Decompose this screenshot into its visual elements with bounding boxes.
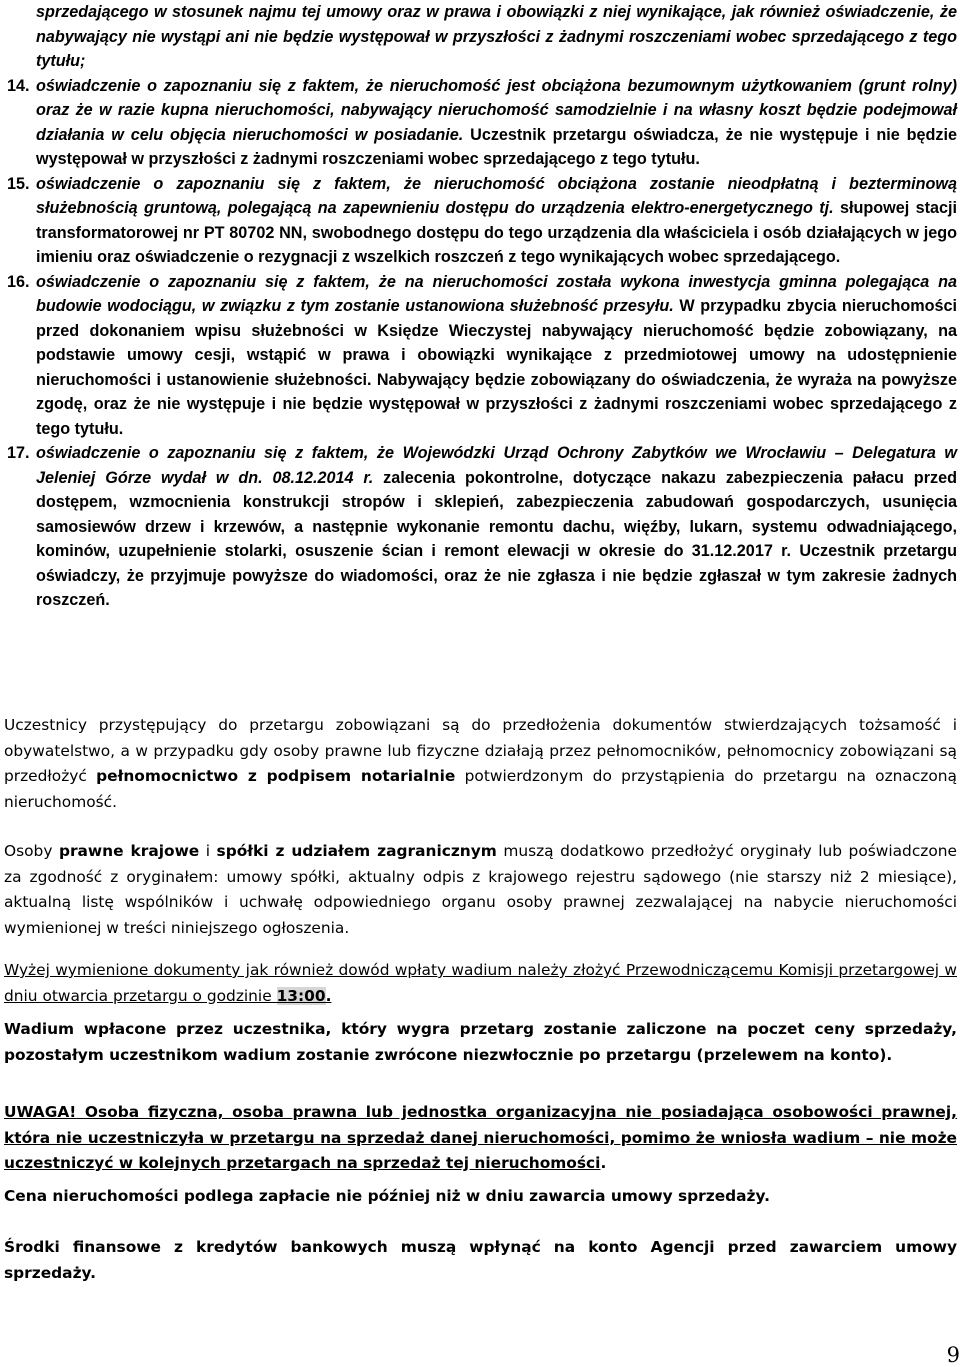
item-number: 16. xyxy=(7,272,30,291)
warning-label: UWAGA! xyxy=(4,1103,77,1121)
list-item-14 xyxy=(7,74,957,172)
paragraph-bold-text: pełnomocnictwo z podpisem notarialnie xyxy=(96,767,456,785)
list-item-15 xyxy=(7,172,957,270)
paragraph-text: . xyxy=(600,1154,607,1172)
list-item-17 xyxy=(7,441,957,613)
paragraph-text: . xyxy=(325,986,332,1005)
submission-time: 13:00 xyxy=(276,986,326,1005)
item-text-part: Uczestnik przetargu oświadcza, że nie występuje i nie będzie występował w przyszłości z żadnymi roszczeniami wobec sprzedającego z tego tytułu. xyxy=(36,125,958,168)
paragraph-documents xyxy=(4,713,957,815)
paragraph-text: potwierdzonym do przystąpienia do przetargu na oznaczoną nieruchomość. xyxy=(4,767,957,811)
paragraph-warning xyxy=(4,1100,957,1177)
paragraph-price-payment: Cena nieruchomości podlega zapłacie nie później niż w dniu zawarcia umowy sprzedaży. xyxy=(4,1187,770,1205)
paragraph-text: Uczestnicy przystępujący do przetargu zobowiązani są do przedłożenia dokumentów stwierdzających tożsamość i obywatelstwo, a w przypadku gdy osoby prawne lub fizyczne działają przez pełnomocników, pełnomocnicy zobowiązani są przedłożyć xyxy=(4,716,957,785)
paragraph-deposit: Wadium wpłacone przez uczestnika, który wygra przetarg zostanie zaliczone na poczet ceny sprzedaży, pozostałym uczestnikom wadium zostanie zwrócone niezwłocznie po przetargu (przelewem na konto). xyxy=(4,1020,957,1064)
list-item-continuation: sprzedającego w stosunek najmu tej umowy oraz w prawa i obowiązki z niej wynikające, jak również oświadczenie, że nabywający nie wystąpi ani nie będzie występował w przyszłości z żadnymi roszczeniami wobec sprzedającego z tego tytułu; xyxy=(36,3,957,70)
item-text xyxy=(36,441,957,613)
list-item-16 xyxy=(7,270,957,442)
paragraph-text: Wyżej wymienione dokumenty jak również dowód wpłaty wadium należy złożyć Przewodniczącemu Komisji przetargowej w dniu otwarcia przetargu o godzinie xyxy=(4,961,957,1005)
paragraph-legal-entities xyxy=(4,839,957,941)
item-number: 14. xyxy=(7,76,30,95)
item-text xyxy=(36,270,957,442)
item-text-part: słupowej stacji transformatorowej nr PT 80702 NN, swobodnego dostępu do tego urządzenia dla właściciela i osób działających w jego imieniu oraz oświadczenie o rezygnacji z wszelkich roszczeń z tego wynikających wobec sprzedającego. xyxy=(36,199,958,266)
item-text xyxy=(36,74,957,172)
paragraph-bank-funds: Środki finansowe z kredytów bankowych muszą wpłynąć na konto Agencji przed zawarciem umowy sprzedaży. xyxy=(4,1238,957,1282)
item-text xyxy=(36,172,957,270)
item-text-part: oświadczenie o zapoznaniu się z faktem, że nieruchomość jest obciążona bezumownym użytkowaniem (grunt rolny) oraz że w razie kupna nieruchomości, nabywający nieruchomość samodzielnie i na własny koszt będzie podejmował działania w celu objęcia nieruchomości w posiadanie. xyxy=(36,76,957,144)
item-text-part: oświadczenie o zapoznaniu się z faktem, że Wojewódzki Urząd Ochrony Zabytków we Wrocławiu – Delegatura w Jeleniej Górze wydał w dn. 08.12.2014 r. xyxy=(36,444,957,487)
warning-text: Osoba fizyczna, osoba prawna lub jednostka organizacyjna nie posiadająca osobowości prawnej, która nie uczestniczyła w przetargu na sprzedaż danej nieruchomości, pomimo że wniosła wadium – nie może uczestniczyć w kolejnych przetargach na sprzedaż tej nieruchomości xyxy=(4,1103,957,1172)
item-number: 15. xyxy=(7,174,30,193)
item-text-part: W przypadku zbycia nieruchomości przed dokonaniem wpisu służebności w Księdze Wieczystej nabywający nieruchomość będzie zobowiązany, na podstawie umowy cesji, wstąpić w prawa i obowiązki wynikające z przedmiotowej umowy na udostępnienie nieruchomości i ustanowienie służebności. Nabywający będzie zobowiązany do oświadczenia, że wyraża na powyższe zgodę, oraz że nie występuje i nie będzie występował w przyszłości z żadnymi roszczeniami wobec sprzedającego z tego tytułu. xyxy=(36,297,957,438)
conditions-list xyxy=(7,0,957,613)
item-text-part: oświadczenie o zapoznaniu się z faktem, że nieruchomość obciążona zostanie nieodpłatną i bezterminową służebnością gruntową, polegającą na zapewnieniu dostępu do urządzenia elektro-energetycznego tj. xyxy=(36,174,957,217)
paragraph-bold-text: prawne krajowe xyxy=(58,842,200,860)
item-text-part: oświadczenie o zapoznaniu się z faktem, że na nieruchomości została wykona inwestycja gminna polegająca na budowie wodociągu, w związku z tym zostanie ustanowiona służebność przesyłu. xyxy=(36,272,957,315)
item-number: 17. xyxy=(7,444,30,462)
paragraph-text: Osoby xyxy=(4,842,59,860)
item-text-part: zalecenia pokontrolne, dotyczące nakazu zabezpieczenia pałacu przed dostępem, wzmocnienia konstrukcji stropów i sklepień, zabezpieczenia zabudowań gospodarczych, usunięcia samosiewów drzew i krzewów, a następnie wykonanie remontu dachu, więźby, lukarn, systemu odwadniającego, kominów, uzupełnienie stolarki, osuszenie ścian i remont elewacji w okresie do 31.12.2017 r. Uczestnik przetargu oświadczy, że przyjmuje powyższe do wiadomości, oraz że nie zgłasza i nie będzie zgłaszał w tym zakresie żadnych roszczeń. xyxy=(36,468,957,609)
paragraph-submission xyxy=(4,958,957,1009)
paragraph-text: i xyxy=(199,842,217,860)
page-number: 9 xyxy=(946,1343,960,1367)
paragraph-bold-text: spółki z udziałem zagranicznym xyxy=(216,842,497,860)
paragraph-text: muszą dodatkowo przedłożyć oryginały lub poświadczone za zgodność z oryginałem: umowy spółki, aktualny odpis z krajowego rejestru sądowego (nie starszy niż 2 miesiące), aktualną listę wspólników i uchwałę odpowiedniego organu osoby prawnej zezwalającej na nabycie nieruchomości wymienionej w treści niniejszego ogłoszenia. xyxy=(4,842,957,937)
